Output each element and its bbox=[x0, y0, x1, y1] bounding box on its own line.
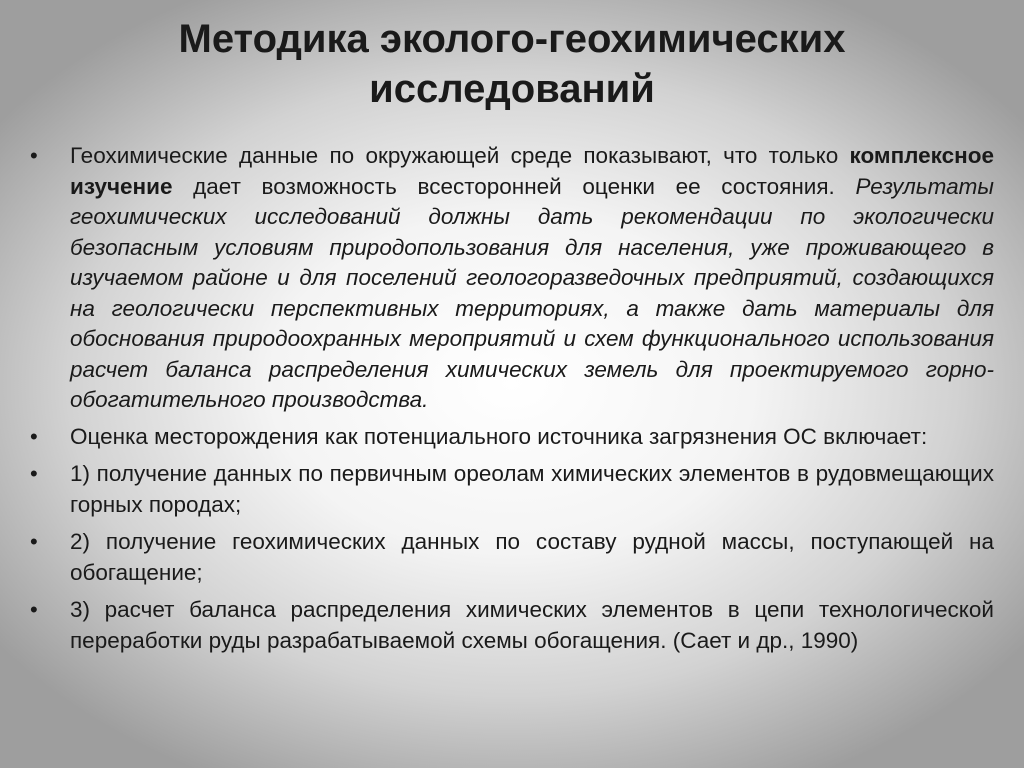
bullet-text: 2) получение геохимических данных по составу рудной массы, поступающей на обогащение; bbox=[70, 529, 994, 585]
bullet-icon: • bbox=[30, 143, 38, 168]
bullet-text-bold: комплексное изучение bbox=[70, 143, 994, 199]
bullet-list bbox=[30, 141, 994, 663]
slide-title bbox=[60, 14, 964, 114]
slide-title-line-2: исследований bbox=[369, 67, 655, 111]
bullet-icon: • bbox=[30, 423, 38, 449]
bullet-text-middle: дает возможность всесторонней оценки ее состояния. bbox=[172, 173, 856, 199]
bullet-item-3 bbox=[30, 459, 994, 520]
slide-title-line-1: Методика эколого-геохимических bbox=[178, 17, 846, 61]
bullet-item-1 bbox=[30, 141, 994, 416]
bullet-icon: • bbox=[30, 597, 38, 622]
bullet-item-4 bbox=[30, 527, 994, 588]
bullet-text: Оценка месторождения как потенциального источника загрязнения ОС включает: bbox=[70, 423, 928, 449]
bullet-text-lead: Геохимические данные по окружающей среде показывают, что только bbox=[70, 143, 850, 168]
bullet-item-5 bbox=[30, 595, 994, 656]
bullet-text: 1) получение данных по первичным ореолам химических элементов в рудовмещающих горных породах; bbox=[70, 461, 994, 517]
bullet-text: 3) расчет баланса распределения химических элементов в цепи технологической переработки руды разрабатываемой схемы обогащения. (Сает и др., 1990) bbox=[70, 597, 994, 653]
bullet-icon: • bbox=[30, 529, 38, 554]
bullet-item-2 bbox=[30, 422, 994, 453]
bullet-text-italic: Результаты геохимических исследований должны дать рекомендации по экологически безопасным условиям природопользования для населения, уже проживающего в изучаемом районе и для поселений геологоразведочных предприятий, создающихся на геологически перспективных территориях, а также дать материалы для обоснования природоохранных мероприятий и схем функционального использования расчет баланса распределения химических земель для проектируемого горно-обогатительного производства. bbox=[70, 173, 994, 412]
bullet-icon: • bbox=[30, 461, 38, 486]
